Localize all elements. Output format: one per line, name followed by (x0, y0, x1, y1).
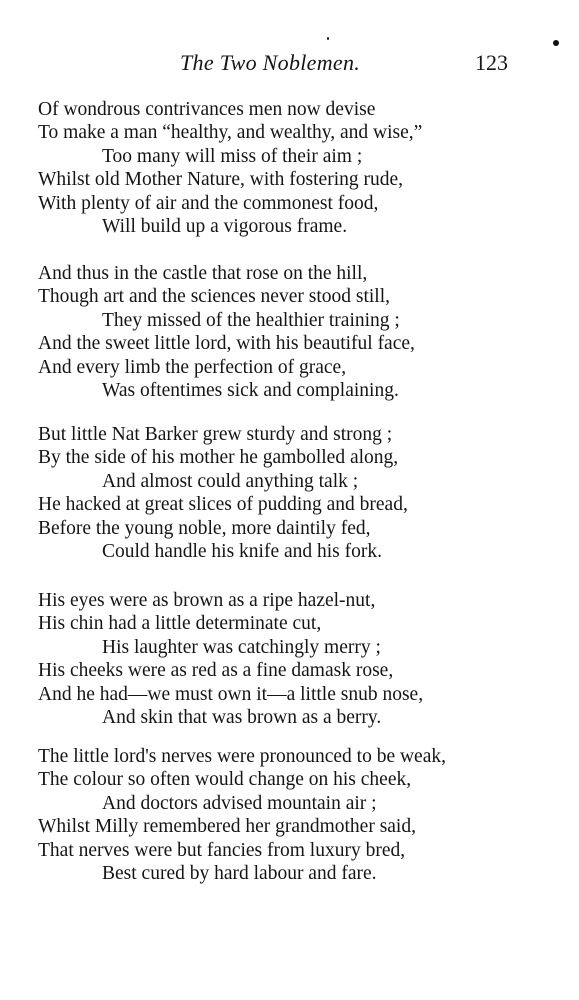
verse-line: Was oftentimes sick and complaining. (102, 379, 399, 401)
verse-line: But little Nat Barker grew sturdy and strong ; (38, 424, 393, 445)
running-title: The Two Noblemen. (180, 50, 361, 75)
verse-line: His eyes were as brown as a ripe hazel-nut, (38, 590, 376, 611)
page-number: 123 (475, 50, 508, 75)
verse-line: And thus in the castle that rose on the hill, (38, 263, 368, 284)
stanza-2 (38, 262, 558, 402)
verse-line: And doctors advised mountain air ; (102, 792, 377, 814)
verse-line: And skin that was brown as a berry. (102, 706, 382, 728)
verse-line: Could handle his knife and his fork. (102, 540, 382, 562)
stanza-4 (38, 589, 558, 729)
stanza-3 (38, 423, 558, 563)
verse-line: Before the young noble, more daintily fed, (38, 517, 371, 539)
verse-line: His cheeks were as red as a fine damask rose, (38, 660, 394, 682)
verse-line: They missed of the healthier training ; (102, 309, 400, 331)
verse-line: Whilst old Mother Nature, with fostering rude, (38, 169, 404, 191)
verse-line: Whilst Milly remembered her grandmother said, (38, 816, 416, 838)
verse-line: He hacked at great slices of pudding and bread, (38, 494, 408, 516)
ink-speck (553, 40, 559, 46)
stanza-5 (38, 745, 558, 885)
verse-line: Best cured by hard labour and fare. (102, 862, 377, 884)
verse-line: Of wondrous contrivances men now devise (38, 99, 376, 120)
verse-line: The colour so often would change on his cheek, (38, 769, 412, 791)
verse-line: The little lord's nerves were pronounced to be weak, (38, 746, 446, 767)
verse-line: With plenty of air and the commonest food, (38, 192, 379, 214)
verse-line: Will build up a vigorous frame. (102, 215, 348, 237)
verse-line: And he had—we must own it—a little snub nose, (38, 683, 424, 705)
verse-line: And the sweet little lord, with his beautiful face, (38, 333, 415, 355)
stanza-1 (38, 98, 558, 238)
verse-line: And every limb the perfection of grace, (38, 356, 347, 378)
verse-line: By the side of his mother he gambolled along, (38, 447, 399, 469)
verse-line: Too many will miss of their aim ; (102, 145, 363, 167)
verse-line: To make a man “healthy, and wealthy, and wise,” (38, 122, 423, 144)
verse-line: Though art and the sciences never stood still, (38, 286, 390, 308)
verse-line: His chin had a little determinate cut, (38, 613, 322, 635)
ink-speck (327, 37, 329, 40)
verse-line: And almost could anything talk ; (102, 470, 359, 492)
verse-line: That nerves were but fancies from luxury bred, (38, 839, 406, 861)
verse-line: His laughter was catchingly merry ; (102, 636, 381, 658)
